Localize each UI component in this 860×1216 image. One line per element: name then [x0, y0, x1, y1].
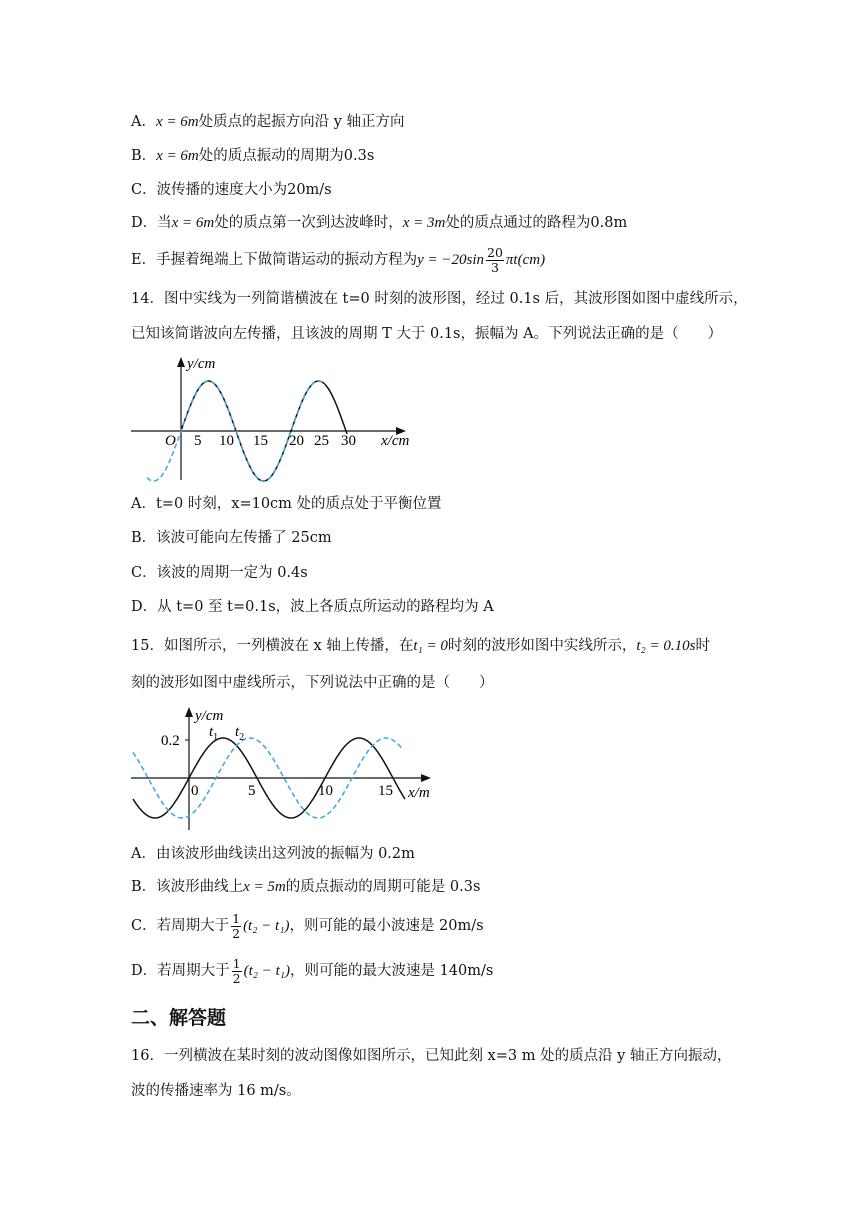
fraction-numerator: 1 [232, 955, 241, 971]
fraction [486, 246, 504, 275]
q14-option-d: D．从 t=0 至 t=0.1s，波上各质点所运动的路程均为 A [131, 599, 494, 615]
q15-stem-line1 [131, 636, 710, 656]
option-text: 处的质点振动的周期为0.3s [198, 148, 375, 164]
q13-option-c [131, 180, 332, 200]
y-axis-label: y/cm [187, 356, 216, 372]
q16-stem-line2: 波的传播速率为 16 m/s。 [131, 1083, 301, 1099]
math-expression: t₂ = 0.10s [636, 638, 696, 654]
x-axis-label: x/cm [381, 433, 410, 449]
tick-label: 5 [248, 783, 256, 799]
origin-label: 0 [191, 783, 199, 799]
fraction-numerator: 1 [232, 910, 241, 926]
x-axis-label: x/m [408, 785, 430, 801]
stem-text: 时 [695, 638, 710, 654]
tick-label: 20 [289, 433, 304, 449]
q14-option-a: A．t=0 时刻，x=10cm 处的质点处于平衡位置 [131, 496, 442, 512]
tick-label: 15 [378, 783, 393, 799]
tick-label: 15 [253, 433, 268, 449]
math-expression: (t₂ − t₁) [243, 963, 290, 979]
fraction [231, 912, 241, 941]
q15-option-b [131, 877, 480, 897]
option-letter: A． [131, 114, 156, 130]
y-axis-arrow [177, 357, 185, 367]
q14-wave-figure [125, 352, 425, 482]
option-text: C．波传播的速度大小为20m/s [131, 182, 332, 198]
q16-stem-line1: 16．一列横波在某时刻的波动图像如图所示，已知此刻 x=3 m 处的质点沿 y 轴正方向振动， [131, 1048, 732, 1064]
math-expression: x = 6m [155, 114, 199, 130]
fraction [232, 957, 242, 986]
tick-label: 30 [341, 433, 356, 449]
math-expression: y = −20sin [417, 252, 485, 268]
tick-label: 25 [314, 433, 329, 449]
fraction-denominator: 2 [232, 970, 241, 986]
math-expression: x = 6m [156, 148, 199, 164]
q13-option-a [131, 112, 405, 132]
math-expression: (t₂ − t₁) [243, 918, 290, 934]
q15-option-c [131, 909, 484, 943]
tick-label: 5 [194, 433, 202, 449]
q14-option-b: B．该波可能向左传播了 25cm [131, 530, 332, 546]
q13-option-d [131, 213, 627, 233]
option-text: 处的质点通过的路程为0.8m [445, 215, 628, 231]
q15-option-d [131, 954, 493, 988]
section-heading: 二、解答题 [131, 1007, 227, 1029]
q15-option-a: A．由该波形曲线读出这列波的振幅为 0.2m [131, 846, 415, 862]
option-text: 的质点振动的周期可能是 0.3s [285, 879, 481, 895]
math-expression: πt(cm) [505, 252, 546, 268]
fraction-denominator: 2 [232, 925, 241, 941]
option-text: E．手握着绳端上下做简谐运动的振动方程为 [131, 252, 418, 268]
fraction-denominator: 3 [490, 259, 499, 275]
q14-stem-line1: 14．图中实线为一列简谐横波在 t=0 时刻的波形图，经过 0.1s 后，其波形图如图中虚线所示， [131, 291, 748, 307]
option-text: 处质点的起振方向沿 y 轴正方向 [198, 114, 405, 130]
math-expression: x = 6m [171, 215, 215, 231]
option-text: ，则可能的最小波速是 20m/s [289, 918, 484, 934]
fraction-numerator: 20 [487, 244, 503, 260]
q15-wave-figure [125, 702, 435, 834]
q14-option-c: C．该波的周期一定为 0.4s [131, 565, 308, 581]
origin-label: O [165, 433, 176, 449]
option-text: D．若周期大于 [131, 963, 230, 979]
option-text: 处的质点第一次到达波峰时， [214, 215, 403, 231]
math-expression: x = 5m [243, 879, 286, 895]
x-axis-arrow [421, 774, 431, 782]
stem-text: 15．如图所示，一列横波在 x 轴上传播，在 [131, 638, 414, 654]
option-text: B．该波形曲线上 [131, 879, 244, 895]
q13-option-e [131, 243, 545, 277]
t2-label: $t_2$ [235, 724, 245, 743]
option-text: ，则可能的最大波速是 140m/s [289, 963, 494, 979]
amplitude-label: 0.2 [161, 733, 180, 749]
option-letter: B． [131, 148, 157, 164]
math-expression: x = 3m [402, 215, 446, 231]
option-text: C．若周期大于 [131, 918, 230, 934]
math-expression: t₁ = 0 [413, 638, 448, 654]
tick-label: 10 [318, 783, 333, 799]
tick-label: 10 [219, 433, 234, 449]
option-text: D．当 [131, 215, 172, 231]
t1-label: $t_1$ [209, 724, 219, 743]
q13-option-b [131, 146, 374, 166]
y-axis-arrow [185, 707, 193, 717]
q14-stem-line2: 已知该简谐波向左传播，且该波的周期 T 大于 0.1s，振幅为 A。下列说法正确的是（ ） [131, 326, 723, 342]
q15-stem-line2: 刻的波形如图中虚线所示，下列说法中正确的是（ ） [131, 675, 494, 691]
y-axis-label: y/cm [195, 708, 224, 724]
stem-text: 时刻的波形如图中实线所示， [447, 638, 637, 654]
